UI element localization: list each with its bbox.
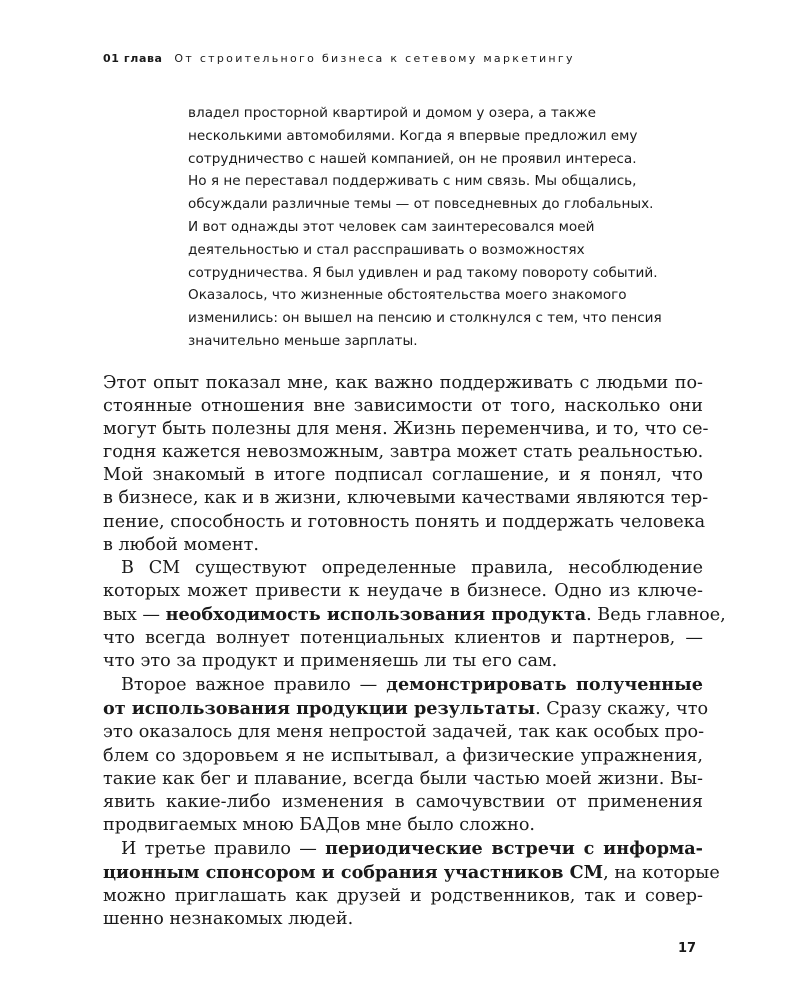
body-line: которых может привести к неудаче в бизнесе. Одно из ключе- (103, 580, 703, 601)
text-run: Второе важное правило — (121, 675, 387, 696)
body-line: стоянные отношения вне зависимости от того, насколько они (103, 396, 703, 417)
running-header (103, 52, 575, 65)
body-line (103, 673, 703, 697)
body-line: продвигаемых мною БАДов мне было сложно. (103, 814, 536, 835)
body-text (103, 372, 726, 931)
quote-block (188, 102, 708, 353)
quote-line: владел просторной квартирой и домом у озера, а также (188, 105, 596, 121)
body-line: шенно незнакомых людей. (103, 909, 354, 930)
quote-line: обсуждали различные темы — от повседневных до глобальных. (188, 196, 654, 213)
quote-line: деятельностью и стал расспрашивать о возможностях (188, 241, 585, 258)
chapter-label: 01 глава (103, 52, 163, 65)
body-line: в любой момент. (103, 534, 259, 555)
quote-line: значительно меньше зарплаты. (188, 332, 418, 349)
body-line: блем со здоровьем я не испытывал, а физические упражнения, (103, 745, 703, 766)
body-line (103, 603, 726, 627)
body-line: пение, способность и готовность понять и поддержать человека (103, 511, 706, 532)
text-run: , на которые (603, 862, 720, 883)
body-line: В СМ существуют определенные правила, несоблюдение (121, 557, 703, 578)
body-line: что это за продукт и применяешь ли ты его сам. (103, 651, 558, 672)
text-run: . Сразу скажу, что (535, 699, 709, 720)
quote-line: изменились: он вышел на пенсию и столкнулся с тем, что пенсия (188, 310, 662, 327)
body-line: что всегда волнует потенциальных клиентов и партнеров, — (103, 628, 703, 649)
bold-phrase: периодические встречи с информа- (325, 837, 703, 859)
quote-line: сотрудничество с нашей компанией, он не проявил интереса. (188, 150, 637, 167)
quote-line: И вот однажды этот человек сам заинтересовался моей (188, 218, 595, 235)
body-line: такие как бег и плавание, всегда были частью моей жизни. Вы- (103, 768, 703, 789)
text-run: . Ведь главное, (586, 604, 726, 625)
quote-line: Оказалось, что жизненные обстоятельства моего знакомого (188, 287, 627, 304)
bold-phrase: необходимость использования продукта (165, 603, 587, 625)
body-line: в бизнесе, как и в жизни, ключевыми качествами являются тер- (103, 488, 709, 509)
body-line: могут быть полезны для меня. Жизнь переменчива, и то, что се- (103, 419, 709, 440)
body-line: годня кажется невозможным, завтра может стать реальностью. (103, 442, 704, 463)
quote-line: Но я не переставал поддерживать с ним связь. Мы общались, (188, 173, 637, 190)
body-line (103, 861, 720, 885)
chapter-title: От строительного бизнеса к сетевому маркетингу (174, 52, 575, 65)
body-line: явить какие-либо изменения в самочувствии от применения (103, 791, 703, 812)
body-line: Мой знакомый в итоге подписал соглашение, и я понял, что (103, 465, 703, 486)
body-line (103, 837, 703, 861)
body-line: можно приглашать как друзей и родственников, так и совер- (103, 886, 703, 907)
bold-phrase: демонстрировать полученные (386, 674, 703, 696)
quote-line: несколькими автомобилями. Когда я впервые предложил ему (188, 127, 638, 144)
text-run: вых — (103, 604, 166, 625)
quote-line: сотрудничества. Я был удивлен и рад такому повороту событий. (188, 264, 658, 281)
body-line: это оказалось для меня непростой задачей, так как особых про- (103, 722, 705, 743)
bold-phrase: от использования продукции результаты (103, 698, 536, 720)
page-number: 17 (678, 941, 697, 956)
body-line: Этот опыт показал мне, как важно поддерживать с людьми по- (103, 373, 703, 393)
text-run: И третье правило — (121, 838, 326, 859)
body-line (103, 697, 709, 721)
bold-phrase: ционным спонсором и собрания участников СМ (103, 861, 604, 883)
